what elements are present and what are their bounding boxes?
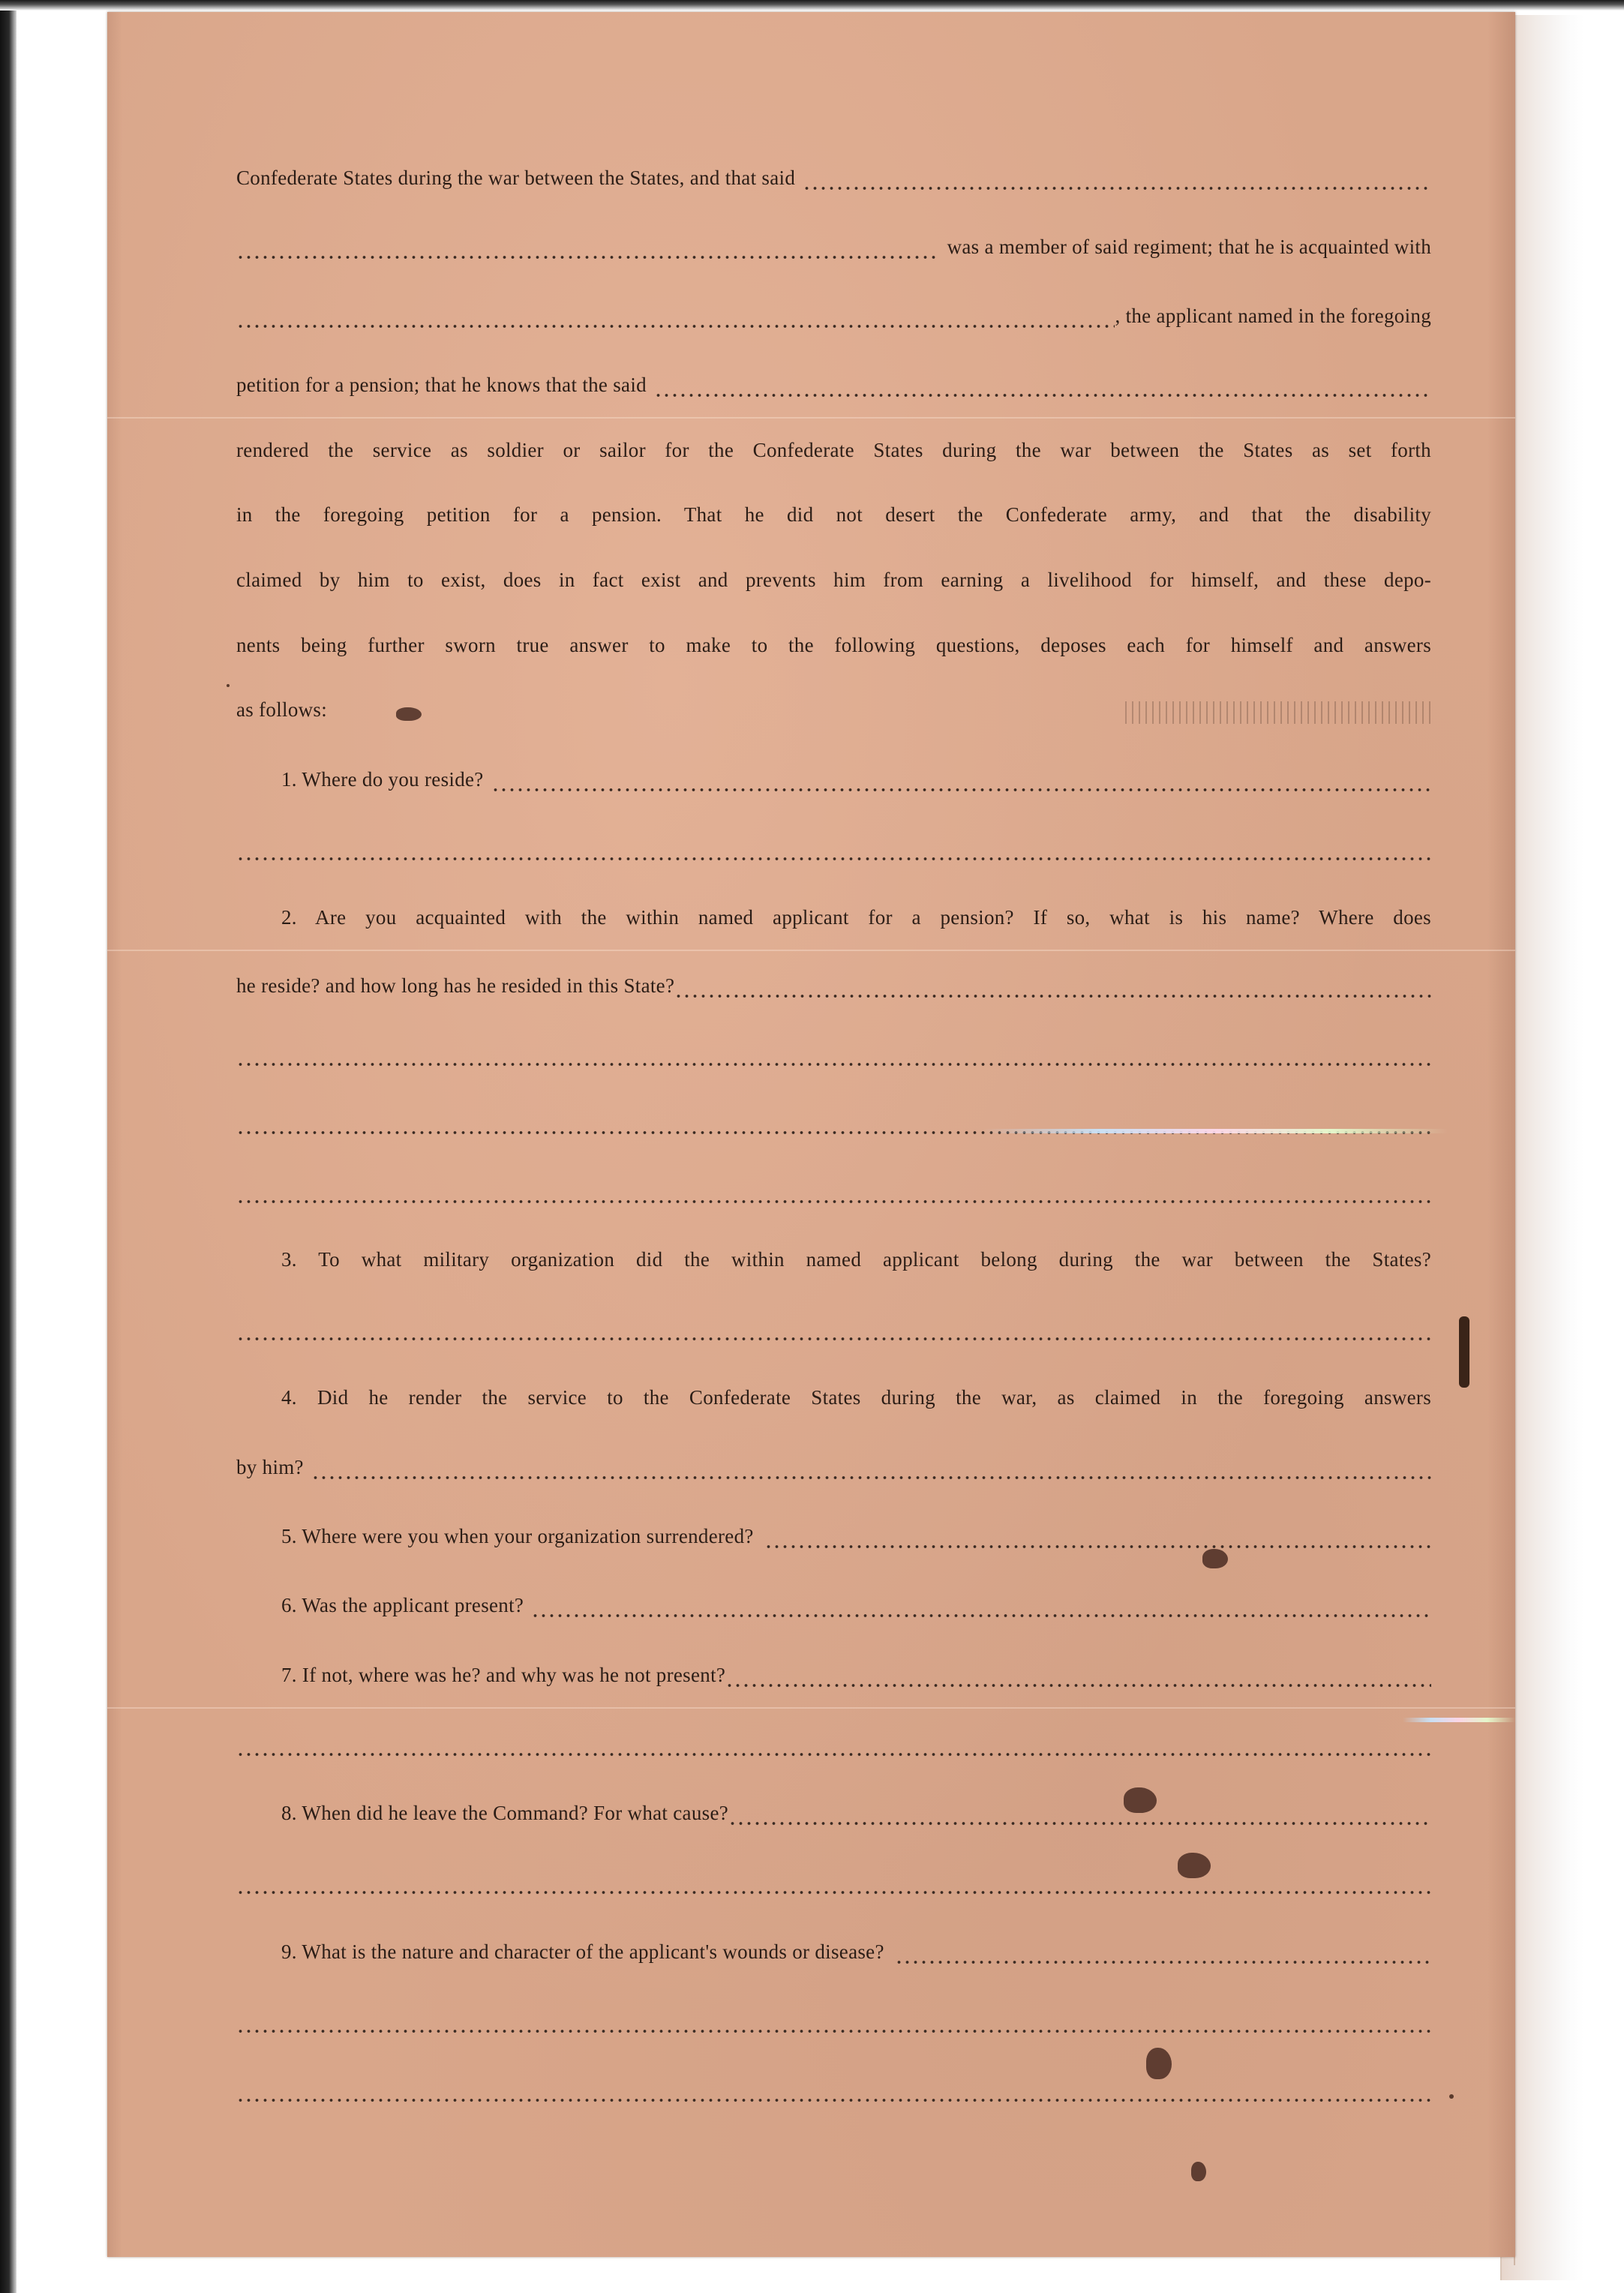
answer-dots <box>728 1807 1431 1825</box>
answer-line <box>236 1864 1431 1894</box>
ink-blot <box>1178 1853 1211 1878</box>
ink-blot <box>396 707 422 721</box>
answer-dots <box>236 2084 1431 2102</box>
fold-crease <box>107 417 1515 419</box>
line-text: Confederate States during the war between the States, and that said <box>236 167 796 189</box>
body-line <box>236 627 1431 657</box>
answer-dots <box>531 1599 1431 1617</box>
question-line <box>281 1795 1431 1825</box>
scan-top-edge <box>0 0 1624 11</box>
fill-dots <box>236 241 940 259</box>
question-line <box>281 1241 1431 1271</box>
answer-dots <box>895 1946 1431 1964</box>
question-line <box>281 761 1431 791</box>
answer-line <box>236 1173 1431 1203</box>
body-line <box>236 367 1431 397</box>
line-text: as follows: <box>236 698 328 721</box>
body-line <box>236 229 1431 259</box>
question-line <box>281 1657 1431 1687</box>
fill-dots <box>236 310 1115 328</box>
answer-dots <box>236 1322 1431 1340</box>
answer-line <box>236 1036 1431 1066</box>
body-line <box>236 432 1431 462</box>
question-text: 6. Was the applicant present? <box>281 1594 524 1616</box>
fill-dots <box>803 172 1431 190</box>
answer-line <box>236 1726 1431 1756</box>
line-text: was a member of said regiment; that he is acquainted with <box>947 236 1431 258</box>
question-text: 8. When did he leave the Command? For what cause? <box>281 1802 729 1824</box>
line-text: rendered the service as soldier or sailor for the Confederate States during the war between the States as set forth <box>236 439 1431 461</box>
question-text: he reside? and how long has he resided in this State? <box>236 974 675 997</box>
answer-line <box>236 1310 1431 1340</box>
question-text: 1. Where do you reside? <box>281 768 484 791</box>
line-text: petition for a pension; that he knows that the said <box>236 374 647 396</box>
scan-left-edge <box>0 0 17 2293</box>
answer-dots <box>764 1530 1431 1548</box>
answer-dots <box>725 1669 1431 1687</box>
question-line <box>281 899 1431 929</box>
question-text: 7. If not, where was he? and why was he not present? <box>281 1664 726 1686</box>
question-line <box>281 1379 1431 1409</box>
question-line <box>236 1449 1431 1479</box>
speck <box>227 684 230 687</box>
answer-dots <box>236 1876 1431 1894</box>
line-text: in the foregoing petition for a pension. That he did not desert the Confederate army, and that the disability <box>236 503 1431 526</box>
answer-dots <box>491 773 1431 791</box>
question-line <box>281 1587 1431 1617</box>
answer-line <box>236 830 1431 860</box>
answer-dots <box>236 842 1431 860</box>
answer-dots <box>311 1461 1431 1479</box>
sleeve-glare <box>983 1129 1448 1133</box>
question-text: 2. Are you acquainted with the within named applicant for a pension? If so, what is his name? Where does <box>281 906 1431 929</box>
question-line <box>281 1518 1431 1548</box>
answer-dots <box>236 1185 1431 1203</box>
line-text: claimed by him to exist, does in fact exist and prevents him from earning a livelihood for himself, and these depo- <box>236 569 1431 591</box>
answer-dots <box>236 2015 1431 2033</box>
body-line <box>236 298 1431 328</box>
fill-dots <box>654 379 1431 397</box>
answer-dots <box>236 1048 1431 1066</box>
edge-tear <box>1459 1316 1469 1388</box>
fold-crease <box>107 950 1515 951</box>
question-text: 4. Did he render the service to the Confederate States during the war, as claimed in the foregoing answers <box>281 1386 1431 1409</box>
question-line <box>236 968 1431 998</box>
body-line <box>236 562 1431 592</box>
ink-blot <box>1202 1549 1228 1568</box>
answer-dots <box>236 1738 1431 1756</box>
question-text: 9. What is the nature and character of the applicant's wounds or disease? <box>281 1940 884 1963</box>
answer-line <box>236 2072 1431 2102</box>
show-through-marks <box>1125 701 1433 724</box>
answer-line <box>236 2003 1431 2033</box>
ink-blot <box>1191 2162 1206 2181</box>
sleeve-glare <box>1403 1718 1515 1722</box>
speck <box>1449 2094 1454 2099</box>
body-line <box>236 160 1431 190</box>
ink-blot <box>1124 1787 1157 1813</box>
line-text: , the applicant named in the foregoing <box>1115 305 1431 327</box>
line-text: nents being further sworn true answer to make to the following questions, deposes each for himself and answers <box>236 634 1431 656</box>
pension-affidavit-page <box>107 12 1515 2257</box>
question-text: 5. Where were you when your organization surrendered? <box>281 1525 754 1547</box>
fold-crease <box>107 1707 1515 1709</box>
ink-blot <box>1146 2048 1172 2079</box>
question-text: 3. To what military organization did the within named applicant belong during the war between the States? <box>281 1248 1431 1271</box>
question-line <box>281 1934 1431 1964</box>
answer-dots <box>674 980 1431 998</box>
body-line <box>236 497 1431 527</box>
question-text: by him? <box>236 1456 304 1478</box>
